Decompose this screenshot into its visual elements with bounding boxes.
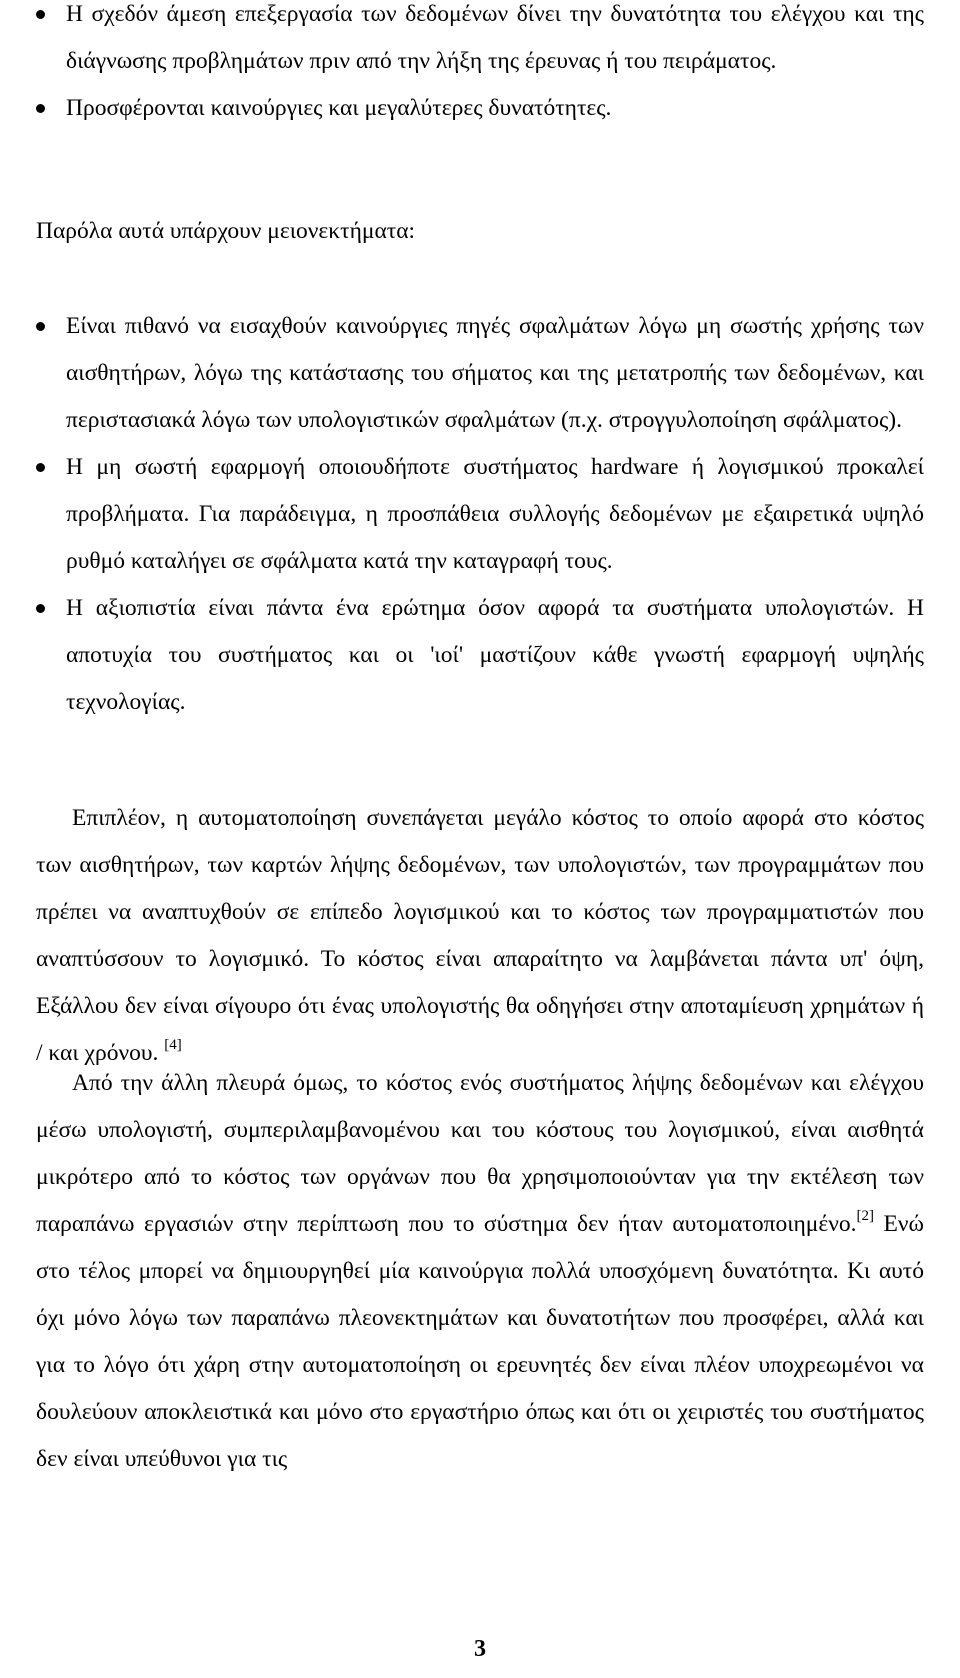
bullet-icon [36,104,45,113]
list-item [36,444,924,585]
list-item [36,585,924,726]
cost-paragraph-text: Επιπλέον, η αυτοματοποίηση συνεπάγεται μεγάλο κόστος το οποίο αφορά στο κόστος των αισθητήρων, των καρτών λήψης δεδομένων, των υπολογιστών, των προγραμμάτων που πρέπει να αναπτυχθούν σε επίπεδο λογισμικού και το κόστος των προγραμματιστών που αναπτύσσουν το λογισμικό. Το κόστος είναι απαραίτητο να λαμβάνεται πάντα υπ' όψη, Εξάλλου δεν είναι σίγουρο ότι ένας υπολογιστής θα οδηγήσει στην αποταμίευση χρημάτων ή / και χρόνου. [36,805,924,1066]
advantages-paragraph [36,1060,924,1483]
advantages-paragraph-block [36,1060,924,1483]
top-bullet-list [36,0,924,132]
bullet-icon [36,604,45,613]
bullet-text: Η αξιοπιστία είναι πάντα ένα ερώτημα όσον αφορά τα συστήματα υπολογιστών. Η αποτυχία του συστήματος και οι 'ιοί' μαστίζουν κάθε γνωστή εφαρμογή υψηλής τεχνολογίας. [66,595,924,715]
advantages-paragraph-text-b: Ενώ στο τέλος μπορεί να δημιουργηθεί μία καινούργια πολλά υποσχόμενη δυνατότητα. Κι αυτό όχι μόνο λόγω των παραπάνω πλεονεκτημάτων και δυνατοτήτων που προσφέρει, αλλά και για το λόγο ότι χάρη στην αυτοματοποίηση οι ερευνητές δεν είναι πλέον υποχρεωμένοι να δουλεύουν αποκλειστικά και μόνο στο εργαστήριο όπως και ότι οι χειριστές του συστήματος δεν είναι υπεύθυνοι για τις [36,1211,924,1472]
bullet-text: Η σχεδόν άμεση επεξεργασία των δεδομένων δίνει την δυνατότητα του ελέγχου και της διάγνωσης προβλημάτων πριν από την λήξη της έρευνας ή του πειράματος. [66,1,924,74]
bullet-text: Η μη σωστή εφαρμογή οποιουδήποτε συστήματος hardware ή λογισμικού προκαλεί προβλήματα. Για παράδειγμα, η προσπάθεια συλλογής δεδομένων με εξαιρετικά υψηλό ρυθμό καταλήγει σε σφάλματα κατά την καταγραφή τους. [66,454,924,574]
bullet-text: Είναι πιθανό να εισαχθούν καινούργιες πηγές σφαλμάτων λόγω μη σωστής χρήσης των αισθητήρων, λόγω της κατάστασης του σήματος και της μετατροπής των δεδομένων, και περιστασιακά λόγω των υπολογιστικών σφαλμάτων (π.χ. στρογγυλοποίηση σφάλματος). [66,313,924,433]
top-bullet-block [36,0,924,132]
disadvantages-intro-block [36,208,924,255]
bullet-text: Προσφέρονται καινούργιες και μεγαλύτερες δυνατότητες. [66,95,612,121]
bullet-icon [36,322,45,331]
disadvantages-bullet-block [36,303,924,726]
cost-paragraph [36,795,924,1077]
disadvantages-bullet-list [36,303,924,726]
disadvantages-intro: Παρόλα αυτά υπάρχουν μειονεκτήματα: [36,218,416,244]
advantages-paragraph-text-a: Από την άλλη πλευρά όμως, το κόστος ενός συστήματος λήψης δεδομένων και ελέγχου μέσω υπολογιστή, συμπεριλαμβανομένου και του κόστους του λογισμικού, είναι αισθητά μικρότερο από το κόστος των οργάνων που θα χρησιμοποιούνταν για την εκτέλεση των παραπάνω εργασιών στην περίπτωση που το σύστημα δεν ήταν αυτοματοποιημένο. [36,1070,924,1237]
cost-paragraph-block [36,795,924,1077]
bullet-icon [36,463,45,472]
list-item [36,0,924,85]
bullet-icon [36,10,45,19]
list-item [36,303,924,444]
reference-marker: [2] [856,1208,875,1225]
list-item [36,85,924,132]
page-number: 3 [474,1636,486,1662]
reference-marker: [4] [164,1037,182,1054]
